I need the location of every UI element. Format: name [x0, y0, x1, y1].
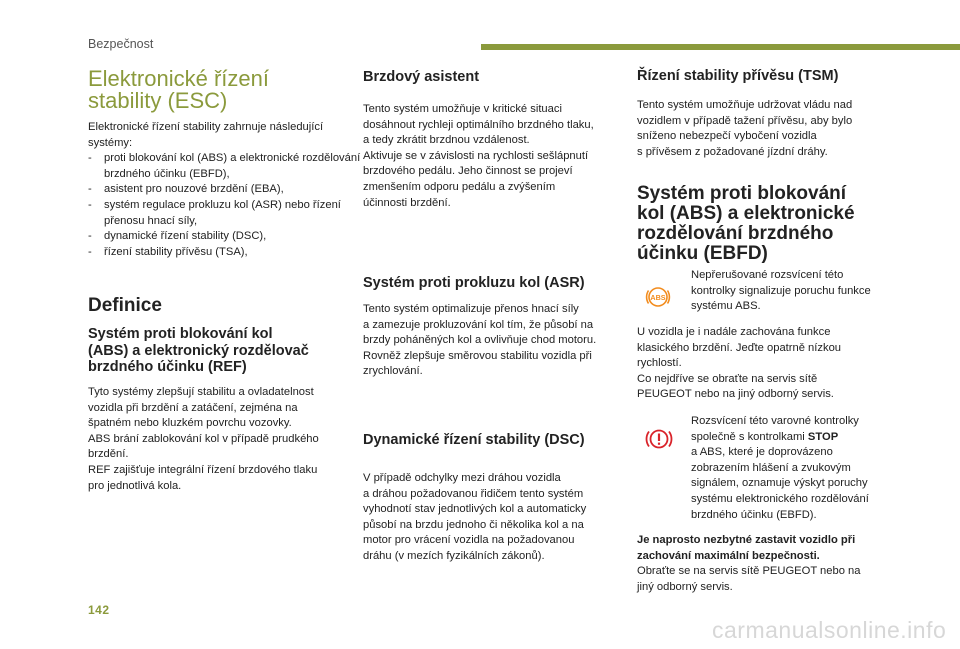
text-line: Rovněž zlepšuje směrovou stabilitu vozidla při [363, 349, 592, 362]
text-line [691, 430, 921, 446]
page-title [88, 68, 269, 112]
text-line: a zamezuje prokluzování kol tím, že působí na [363, 318, 594, 331]
text-line: klasického brzdění. Jeďte opatrně nízkou [637, 341, 842, 354]
brake-warning-icon [644, 424, 674, 454]
text-line: PEUGEOT nebo na jiný odborný servis. [637, 388, 834, 401]
list-item: - asistent pro nouzové brzdění (EBA), [88, 182, 368, 198]
text-line: Aktivuje se v závislosti na rychlosti sešlápnutí [363, 149, 589, 162]
abs-ref-text [88, 385, 368, 494]
warning-block [637, 533, 927, 595]
text-line: motor pro vrácení vozidla na požadovanou [363, 534, 575, 547]
abs-note [637, 325, 927, 403]
text-line: působí na brzdu jednoho či několika kol a na [363, 518, 584, 531]
abs-ref-heading [88, 326, 309, 376]
list-item: - řízení stability přívěsu (TSA), [88, 245, 368, 261]
text-line: brzdného účinku (EBFD). [691, 508, 817, 521]
tsm-text [637, 98, 927, 160]
abs-icon-text [691, 268, 911, 315]
text-line: a tedy zkrátit brzdnou vzdálenost. [363, 134, 530, 147]
text-fragment: společně s kontrolkami [691, 430, 808, 443]
text-line: a ABS, které je doprovázeno [691, 446, 833, 459]
text-line: vyhodnotí stav jednotlivých kol a automaticky [363, 503, 587, 516]
page-number: 142 [88, 603, 110, 617]
text-line: systému ABS. [691, 300, 761, 313]
esc-intro: Elektronické řízení stability zahrnuje následující systémy: [88, 121, 324, 149]
text-line: Tento systém umožňuje udržovat vládu nad [637, 99, 853, 111]
brake-icon-text [691, 414, 921, 523]
brake-assist-text [363, 102, 633, 211]
definice-heading: Definice [88, 295, 162, 316]
text-line: kontrolky signalizuje poruchu funkce [691, 284, 871, 297]
section-label: Bezpečnost [88, 37, 154, 51]
text-line: signálem, oznamuje výskyt poruchy [691, 477, 868, 490]
heading-line: kol (ABS) a elektronické [637, 203, 855, 224]
text-line: Rozsvícení této varovné kontrolky [691, 415, 859, 427]
brake-assist-heading: Brzdový asistent [363, 69, 480, 85]
text-line: systému elektronického rozdělování [691, 492, 869, 505]
heading-line: Systém proti blokování [637, 183, 847, 204]
text-line: brzdového pedálu. Jeho činnost se projeví [363, 165, 573, 178]
text-line: zmenšením odporu pedálu a zvýšením [363, 180, 556, 193]
text-line: Je naprosto nezbytné zastavit vozidlo při [637, 534, 856, 546]
text-line: Tento systém optimalizuje přenos hnací síly [363, 303, 579, 315]
text-line: Nepřerušované rozsvícení této [691, 269, 844, 281]
text-line: pro jednotlivá kola. [88, 479, 182, 492]
text-line: a dráhou požadovanou řidičem tento systém [363, 487, 584, 500]
watermark: carmanualsonline.info [712, 617, 947, 643]
text-line: dráhu (v mezích fyzikálních zákonů). [363, 549, 545, 562]
stop-label: STOP [807, 430, 839, 443]
esc-system-list [88, 151, 368, 260]
text-line: vozidlem v případě tažení přívěsu, aby bylo [637, 114, 853, 127]
header-accent-bar [481, 44, 960, 50]
abs-ebfd-heading [637, 184, 855, 264]
list-item: - proti blokování kol (ABS) a elektronické rozdělování brzdného účinku (EBFD), [88, 151, 368, 182]
text-line: zrychlování. [363, 365, 423, 378]
heading-line: brzdného účinku (REF) [88, 359, 247, 375]
text-line: s přívěsem z požadované jízdní dráhy. [637, 145, 828, 158]
esc-intro-block [88, 120, 368, 260]
text-line: sníženo nebezpečí vybočení vozidla [637, 130, 817, 143]
heading-line: (ABS) a elektronický rozdělovač [88, 342, 309, 359]
text-line: dosáhnout rychleji optimálního brzdného tlaku, [363, 118, 594, 131]
text-line: brzdy poháněných kol a ovlivňuje chod motoru. [363, 334, 597, 347]
dsc-text [363, 471, 633, 565]
text-line: jiný odborný servis. [637, 580, 733, 593]
text-line: ABS brání zablokování kol v případě prudkého [88, 432, 319, 445]
text-line: Tyto systémy zlepšují stabilitu a ovladatelnost [88, 386, 314, 398]
text-line: V případě odchylky mezi dráhou vozidla [363, 472, 561, 484]
text-line: vozidla při brzdění a zatáčení, zejména na [88, 401, 298, 414]
text-line: rychlostí. [637, 357, 682, 370]
text-line: zobrazením hlášení a zvukovým [691, 461, 851, 474]
text-line: špatném nebo kluzkém povrchu vozovky. [88, 417, 292, 430]
tsm-heading: Řízení stability přívěsu (TSM) [637, 68, 839, 84]
text-line: zachování maximální bezpečnosti. [637, 549, 820, 562]
dsc-heading: Dynamické řízení stability (DSC) [363, 432, 585, 448]
abs-warning-icon [644, 283, 672, 311]
list-item: - dynamické řízení stability (DSC), [88, 229, 368, 245]
text-line: účinnosti brzdění. [363, 196, 451, 209]
list-item: - systém regulace prokluzu kol (ASR) nebo řízení přenosu hnací síly, [88, 198, 368, 229]
page-title-line1: Elektronické řízení [88, 66, 269, 91]
text-line: Obraťte se na servis sítě PEUGEOT nebo na [637, 565, 861, 578]
heading-line: rozdělování brzdného [637, 223, 834, 244]
page-title-line2: stability (ESC) [88, 88, 228, 113]
asr-heading: Systém proti prokluzu kol (ASR) [363, 275, 585, 291]
text-line: U vozidla je i nadále zachována funkce [637, 326, 831, 338]
text-line: Tento systém umožňuje v kritické situaci [363, 103, 562, 115]
text-line: REF zajišťuje integrální řízení brzdového tlaku [88, 463, 318, 476]
text-line: brzdění. [88, 448, 129, 461]
text-line: Co nejdříve se obraťte na servis sítě [637, 372, 818, 385]
heading-line: Systém proti blokování kol [88, 326, 273, 342]
heading-line: účinku (EBFD) [637, 243, 768, 264]
abs-icon-label: ABS [650, 292, 666, 302]
asr-text [363, 302, 633, 380]
